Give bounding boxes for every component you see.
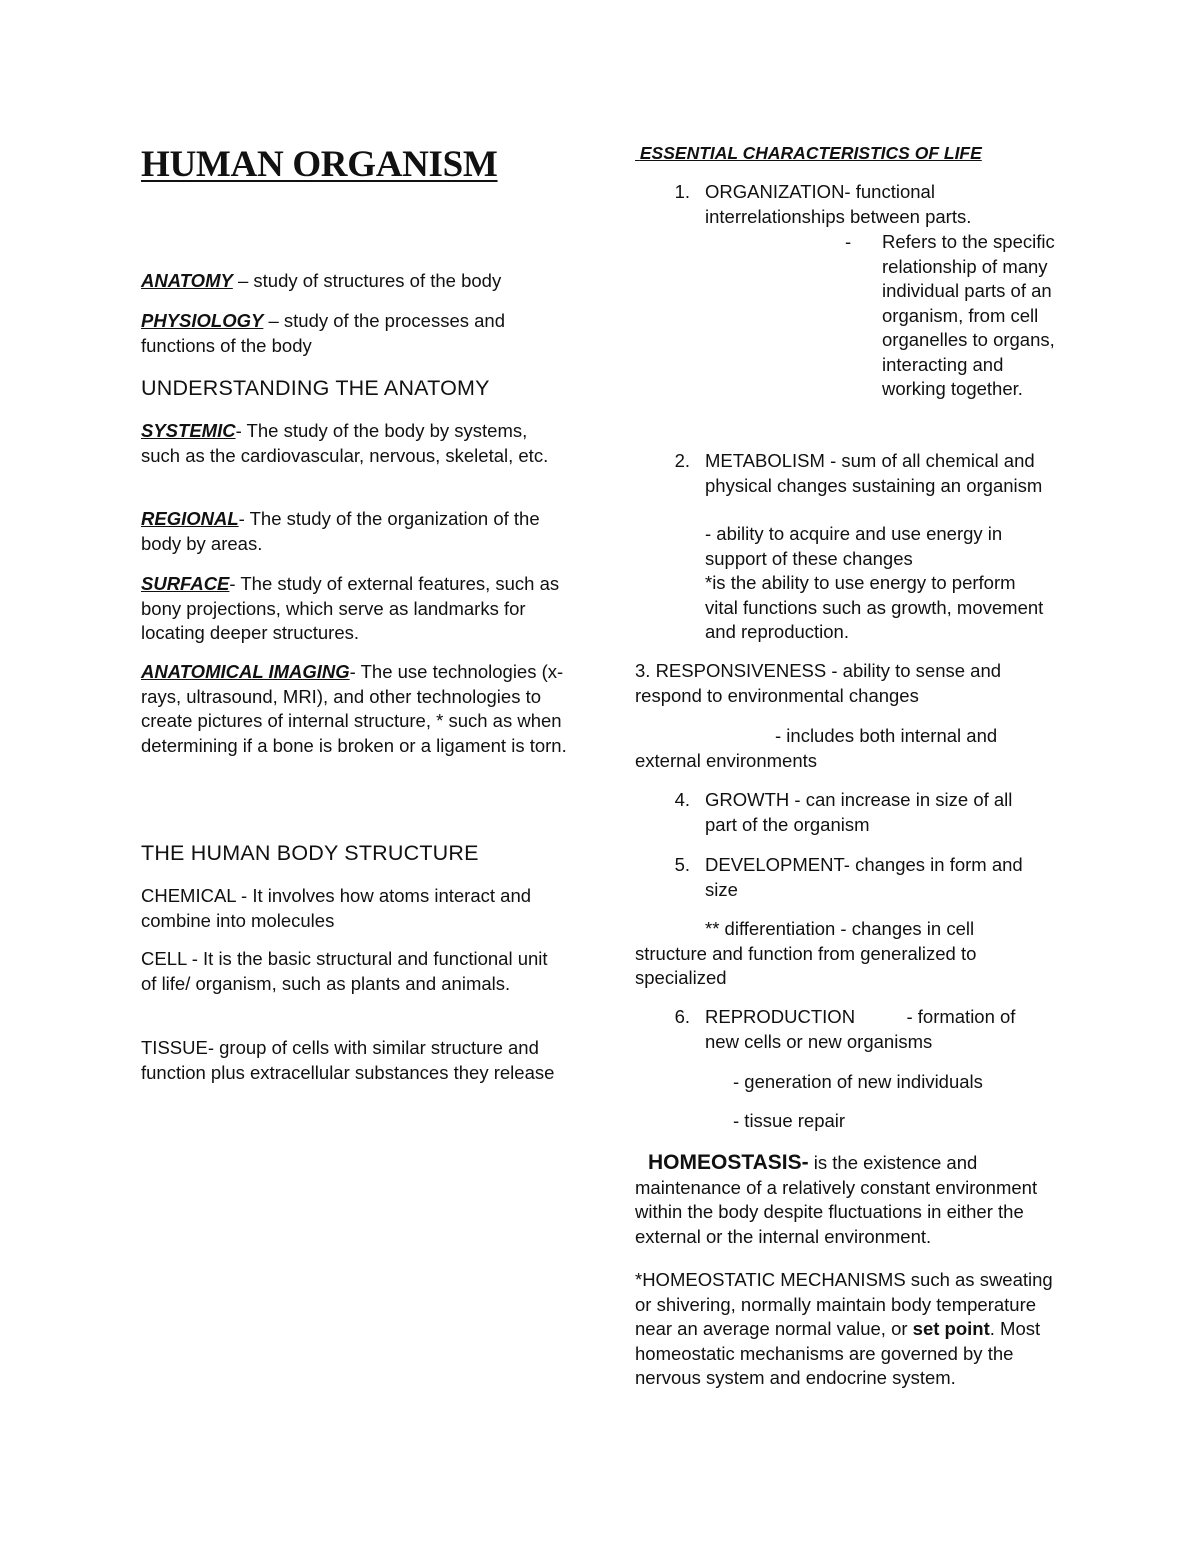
development-subtext-rest: structure and function from generalized to specialized [635,942,977,988]
mechanisms-text-1: *HOMEOSTATIC MECHANISMS such as sweating or shivering, normally maintain body temperature near an average normal value, or [635,1269,1053,1339]
surface-term: SURFACE [141,573,230,594]
regional-definition [141,507,571,556]
chemical-level: CHEMICAL - It involves how atoms interact and combine into molecules [141,885,532,931]
homeostasis-text-first: is the existence and [808,1152,978,1173]
physiology-text: – study of the processes and functions of the body [141,310,506,356]
mechanisms-text-2: . Most homeostatic mechanisms are governed by the nervous system and endocrine system. [635,1318,1041,1388]
list-number: 1. [674,181,690,202]
list-item-metabolism [635,449,1075,649]
imaging-term: ANATOMICAL IMAGING [141,661,350,682]
systemic-definition [141,419,556,468]
responsiveness-subtext-first: - includes both internal and [775,725,998,746]
anatomy-term: ANATOMY [141,270,233,291]
set-point-term: set point [912,1318,990,1339]
reproduction-sub-1: - generation of new individuals [733,1071,983,1092]
list-item-text: GROWTH - can increase in size of all part of the organism [705,789,1013,835]
list-item-organization [635,180,1075,450]
homeostasis-text-rest: maintenance of a relatively constant environment within the body despite fluctuations in either the external or the internal environment. [635,1176,1038,1247]
sub-bullet-dash: - [845,231,852,252]
section-title-characteristics [635,141,982,166]
list-item-text: REPRODUCTION - formation of new cells or new organisms [705,1006,1021,1052]
physiology-definition [141,309,541,358]
development-subtext-first: ** differentiation - changes in cell [705,918,975,939]
imaging-definition [141,660,571,758]
anatomy-text: – study of structures of the body [232,270,502,291]
list-item-text: METABOLISM - sum of all chemical and physical changes sustaining an organism [705,450,1043,496]
development-subtext [635,917,1055,991]
reproduction-sub-2: - tissue repair [733,1110,846,1131]
section-title-text: ESSENTIAL CHARACTERISTICS OF LIFE [639,143,982,163]
list-number: 4. [674,789,690,810]
list-item-subtext: - ability to acquire and use energy in support of these changes [705,523,1003,569]
homeostatic-mechanisms [635,1268,1055,1391]
systemic-term: SYSTEMIC [141,420,236,441]
cell-level: CELL - It is the basic structural and functional unit of life/ organism, such as plants and animals. [141,948,548,994]
responsiveness-subtext [635,724,1075,773]
systemic-text: - The study of the body by systems, such as the cardiovascular, nervous, skeletal, etc. [141,420,549,466]
list-number: 2. [674,450,690,471]
homeostasis-definition [635,1151,1065,1249]
heading-body-structure: THE HUMAN BODY STRUCTURE [141,841,479,865]
page-title: HUMAN ORGANISM [141,144,498,185]
surface-text: - The study of external features, such as bony projections, which serve as landmarks for locating deeper structures. [141,573,560,643]
list-item-note: *is the ability to use energy to perform vital functions such as growth, movement and reproduction. [705,572,1044,642]
list-item-text: DEVELOPMENT- changes in form and size [705,854,1023,900]
anatomy-definition [141,269,571,294]
tissue-level: TISSUE- group of cells with similar structure and function plus extracellular substances they release [141,1037,555,1083]
list-number: 5. [674,854,690,875]
list-item-growth [635,788,1075,843]
imaging-text: - The use technologies (x-rays, ultrasound, MRI), and other technologies to create pictures of internal structure, * such as when determining if a bone is broken or a ligament is torn. [141,661,567,756]
homeostasis-term: HOMEOSTASIS- [648,1151,809,1174]
list-item-development [635,853,1075,908]
list-item-responsiveness: 3. RESPONSIVENESS - ability to sense and respond to environmental changes [635,660,1002,706]
list-item-reproduction [635,1005,1075,1060]
physiology-term: PHYSIOLOGY [141,310,264,331]
responsiveness-subtext-rest: external environments [635,749,818,771]
sub-item-text: Refers to the specific relationship of many individual parts of an organism, from cell organelles to organs, interacting and working together. [882,231,1055,399]
regional-term: REGIONAL [141,508,239,529]
regional-text: - The study of the organization of the body by areas. [141,508,540,554]
list-number: 6. [674,1006,690,1027]
list-item-text: ORGANIZATION- functional interrelationships between parts. [705,181,972,227]
heading-understanding-anatomy: UNDERSTANDING THE ANATOMY [141,376,490,400]
surface-definition [141,572,571,646]
